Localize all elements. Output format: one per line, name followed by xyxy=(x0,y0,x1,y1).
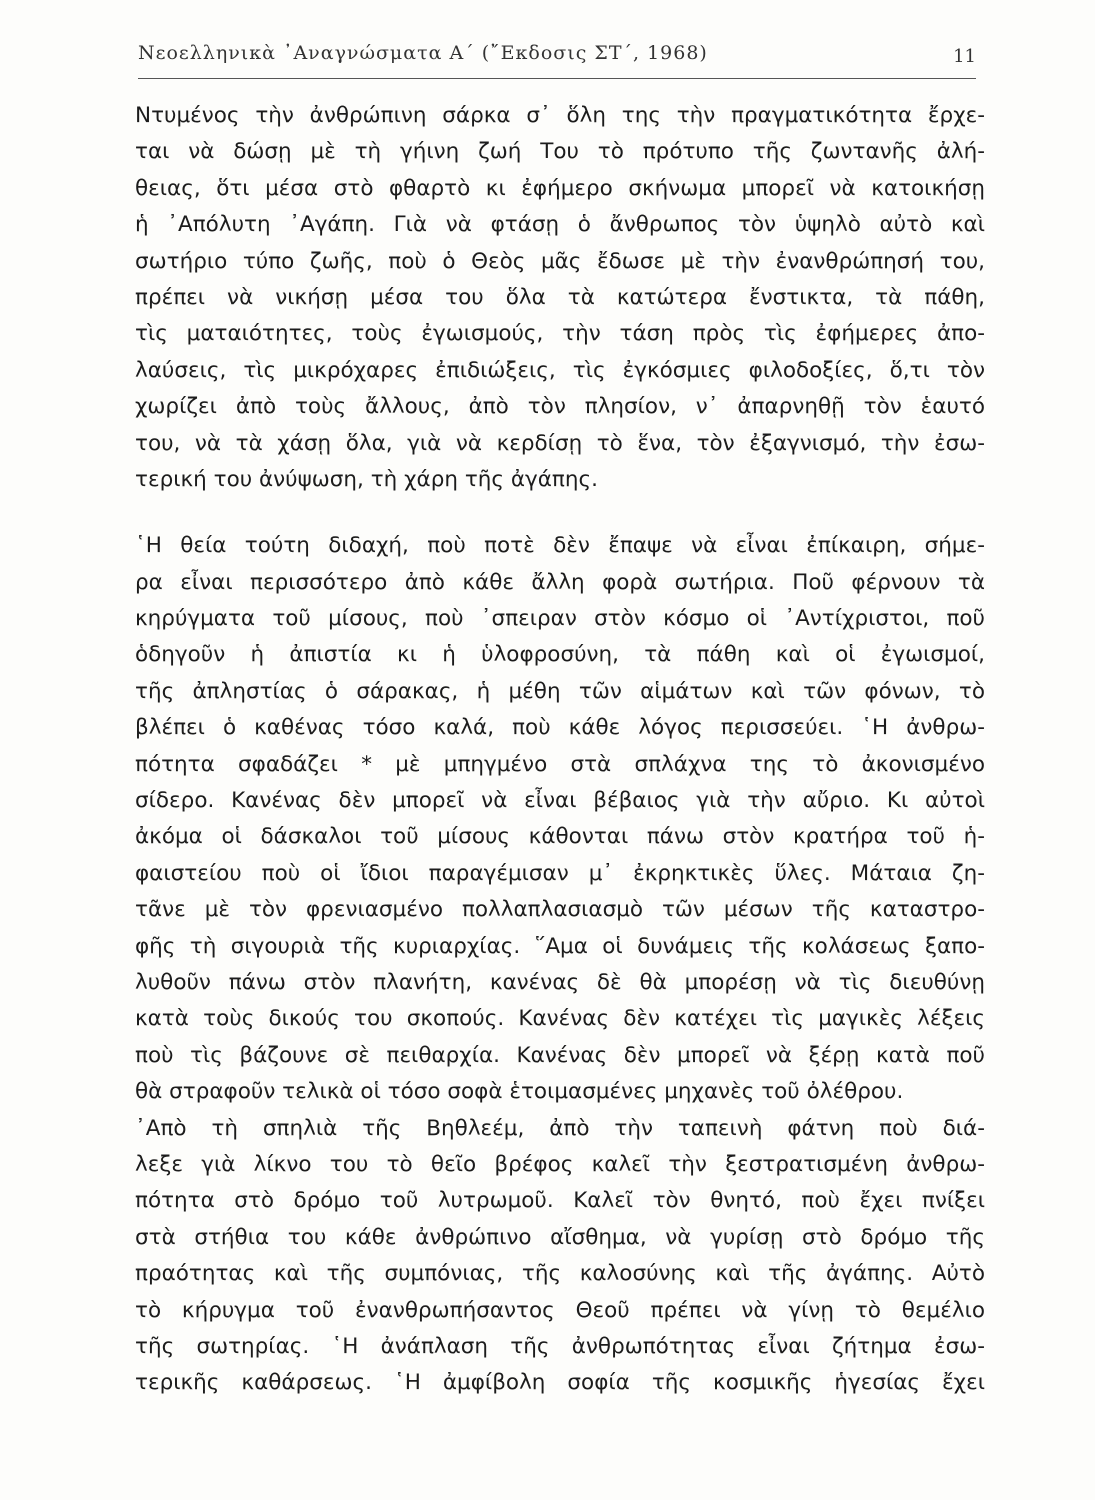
text-line: τερικῆς καθάρσεως. ῾Η ἀμφίβολη σοφία τῆς κοσμικῆς ἡγεσίας ἔχει xyxy=(135,1370,985,1396)
text-line: ἡ ᾽Απόλυτη ᾽Αγάπη. Γιὰ νὰ φτάσῃ ὁ ἄνθρωπος τὸν ὑψηλὸ αὐτὸ καὶ xyxy=(135,212,985,238)
running-title: Νεοελληνικὰ ᾽Αναγνώσματα Α΄ (῎Εκδοσις ΣΤ΄, 1968) xyxy=(138,42,708,64)
text-line: ται νὰ δώσῃ μὲ τὴ γήινη ζωή Του τὸ πρότυπο τῆς ζωντανῆς ἀλή- xyxy=(135,139,985,165)
text-line: κατὰ τοὺς δικούς του σκοπούς. Κανένας δὲν κατέχει τὶς μαγικὲς λέξεις xyxy=(135,1006,985,1032)
text-line: ῾Η θεία τούτη διδαχή, ποὺ ποτὲ δὲν ἔπαψε νὰ εἶναι ἐπίκαιρη, σήμε- xyxy=(135,533,985,559)
text-line: πότητα στὸ δρόμο τοῦ λυτρωμοῦ. Καλεῖ τὸν θνητό, ποὺ ἔχει πνίξει xyxy=(135,1188,985,1214)
text-line: λυθοῦν πάνω στὸν πλανήτη, κανένας δὲ θὰ μπορέσῃ νὰ τὶς διευθύνῃ xyxy=(135,969,985,995)
body-text xyxy=(135,98,985,1402)
paragraph-2 xyxy=(135,528,985,1110)
text-line: κηρύγματα τοῦ μίσους, ποὺ ᾽σπειραν στὸν κόσμο οἱ ᾽Αντίχριστοι, ποῦ xyxy=(135,606,985,632)
text-line: τῆς σωτηρίας. ῾Η ἀνάπλαση τῆς ἀνθρωπότητας εἶναι ζήτημα ἐσω- xyxy=(135,1333,985,1359)
text-line: ἀκόμα οἱ δάσκαλοι τοῦ μίσους κάθονται πάνω στὸν κρατήρα τοῦ ἡ- xyxy=(135,824,985,850)
text-line: βλέπει ὁ καθένας τόσο καλά, ποὺ κάθε λόγος περισσεύει. ῾Η ἀνθρω- xyxy=(135,715,985,741)
text-line: του, νὰ τὰ χάσῃ ὅλα, γιὰ νὰ κερδίσῃ τὸ ἕνα, τὸν ἐξαγνισμό, τὴν ἐσω- xyxy=(135,430,985,456)
text-line: χωρίζει ἀπὸ τοὺς ἄλλους, ἀπὸ τὸν πλησίον, ν᾽ ἀπαρνηθῇ τὸν ἑαυτό xyxy=(135,394,985,420)
text-line: φῆς τὴ σιγουριὰ τῆς κυριαρχίας. ῞Αμα οἱ δυνάμεις τῆς κολάσεως ξαπο- xyxy=(135,933,985,959)
text-line: πρέπει νὰ νικήσῃ μέσα του ὅλα τὰ κατώτερα ἔνστικτα, τὰ πάθη, xyxy=(135,284,985,310)
text-line: θειας, ὅτι μέσα στὸ φθαρτὸ κι ἐφήμερο σκήνωμα μπορεῖ νὰ κατοικήσῃ xyxy=(135,175,985,201)
text-line: ποὺ τὶς βάζουνε σὲ πειθαρχία. Κανένας δὲν μπορεῖ νὰ ξέρῃ κατὰ ποῦ xyxy=(135,1042,985,1068)
text-line: ὁδηγοῦν ἡ ἀπιστία κι ἡ ὑλοφροσύνη, τὰ πάθη καὶ οἱ ἐγωισμοί, xyxy=(135,642,985,668)
text-line: πραότητας καὶ τῆς συμπόνιας, τῆς καλοσύνης καὶ τῆς ἀγάπης. Αὐτὸ xyxy=(135,1261,985,1287)
page-number: 11 xyxy=(953,46,976,67)
text-line: ᾽Απὸ τὴ σπηλιὰ τῆς Βηθλεέμ, ἀπὸ τὴν ταπεινὴ φάτνη ποὺ διά- xyxy=(135,1115,985,1141)
text-line: θὰ στραφοῦν τελικὰ οἱ τόσο σοφὰ ἑτοιμασμένες μηχανὲς τοῦ ὀλέθρου. xyxy=(135,1079,904,1105)
text-line: τᾶνε μὲ τὸν φρενιασμένο πολλαπλασιασμὸ τῶν μέσων τῆς καταστρο- xyxy=(135,897,985,923)
paragraph-3 xyxy=(135,1111,985,1402)
text-line: ρα εἶναι περισσότερο ἀπὸ κάθε ἄλλη φορὰ σωτήρια. Ποῦ φέρνουν τὰ xyxy=(135,569,985,595)
running-head xyxy=(138,38,976,79)
text-line: σίδερο. Κανένας δὲν μπορεῖ νὰ εἶναι βέβαιος γιὰ τὴν αὔριο. Κι αὐτοὶ xyxy=(135,788,985,814)
text-line: λεξε γιὰ λίκνο του τὸ θεῖο βρέφος καλεῖ τὴν ξεστρατισμένη ἀνθρω- xyxy=(135,1151,985,1177)
text-line: Ντυμένος τὴν ἀνθρώπινη σάρκα σ᾽ ὅλη της τὴν πραγματικότητα ἔρχε- xyxy=(135,103,985,128)
text-line: φαιστείου ποὺ οἱ ἴδιοι παραγέμισαν μ᾽ ἐκρηκτικὲς ὕλες. Μάταια ζη- xyxy=(135,860,985,886)
text-line: τὸ κήρυγμα τοῦ ἐνανθρωπήσαντος Θεοῦ πρέπει νὰ γίνῃ τὸ θεμέλιο xyxy=(135,1297,985,1323)
text-line: τὶς ματαιότητες, τοὺς ἐγωισμούς, τὴν τάση πρὸς τὶς ἐφήμερες ἀπο- xyxy=(135,321,985,347)
text-line: πότητα σφαδάζει * μὲ μπηγμένο στὰ σπλάχνα της τὸ ἀκονισμένο xyxy=(135,751,985,777)
text-line: λαύσεις, τὶς μικρόχαρες ἐπιδιώξεις, τὶς ἐγκόσμιες φιλοδοξίες, ὅ,τι τὸν xyxy=(135,357,985,383)
text-line: στὰ στήθια του κάθε ἀνθρώπινο αἴσθημα, νὰ γυρίσῃ στὸ δρόμο τῆς xyxy=(135,1224,985,1250)
text-line: τῆς ἀπληστίας ὁ σάρακας, ἡ μέθη τῶν αἱμάτων καὶ τῶν φόνων, τὸ xyxy=(135,678,985,704)
paragraph-1 xyxy=(135,98,985,498)
text-line: σωτήριο τύπο ζωῆς, ποὺ ὁ Θεὸς μᾶς ἔδωσε μὲ τὴν ἐνανθρώπησή του, xyxy=(135,248,985,274)
text-line: τερική του ἀνύψωση, τὴ χάρη τῆς ἀγάπης. xyxy=(135,466,598,492)
